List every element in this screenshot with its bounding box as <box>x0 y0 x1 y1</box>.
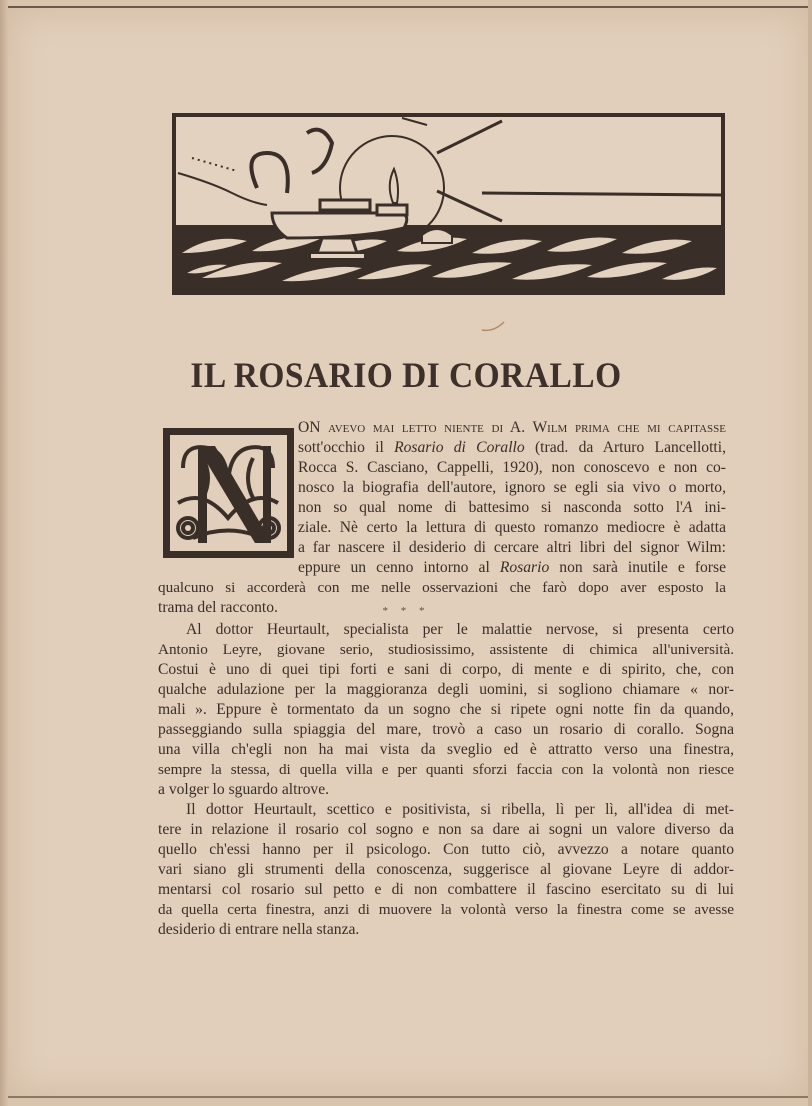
text-line: una villa ch'egli non ha mai vista da sveglio ed è attratto verso una finestra, <box>158 741 734 758</box>
text-line: qualcuno si accorderà con me nelle osservazioni che farò dopo aver esposto la <box>158 579 726 596</box>
text-line: ziale. Nè certo la lettura di questo romanzo mediocre è adatta <box>298 519 726 536</box>
text-line: sempre la stessa, di quella villa e per quanti sforzi faccia con la volontà non riesce <box>158 761 734 778</box>
text-line: non so qual nome di battesimo si nasconda sotto l'A ini- <box>298 499 727 516</box>
section-separator: * * * <box>382 605 430 617</box>
text-line: Rocca S. Casciano, Cappelli, 1920), non conoscevo e non co- <box>298 459 726 476</box>
text-line: vari siano gli strumenti della conoscenza, suggerisce al giovane Leyre di addor- <box>158 861 734 878</box>
oil-lamp-headpiece-icon <box>172 113 725 297</box>
text-line: Il dottor Heurtault, scettico e positivista, si ribella, lì per lì, all'idea di met- <box>186 801 734 818</box>
text-line: qualche adulazione per la maggioranza degli uomini, si sogliono chiamare « nor- <box>158 681 734 698</box>
text-line: Antonio Leyre, giovane serio, studiosissimo, assistente di chimica all'università. <box>158 641 734 658</box>
text-line: da quella certa finestra, anzi di muovere la volontà verso la finestra come se avesse <box>158 901 734 918</box>
text-line: Al dottor Heurtault, specialista per le malattie nervose, si presenta certo <box>186 621 734 638</box>
text-line: eppure un cenno intorno al Rosario non sarà inutile e forse <box>298 559 726 576</box>
text-line: mentarsi col rosario sul petto e di non combattere il fascino esercitato su di lui <box>158 881 734 898</box>
text-line: ON avevo mai letto niente di A. Wilm prima che mi capitasse <box>298 419 726 436</box>
text-line: a far nascere il desiderio di cercare altri libri del signor Wilm: <box>298 539 726 556</box>
text-line: trama del racconto. <box>158 599 278 616</box>
text-line: tere in relazione il rosario col sogno e non sa dare ai sogni un valore diverso da <box>158 821 734 838</box>
text-line: mali ». Eppure è tormentato da un sogno che si ripete ogni notte fin da quando, <box>158 701 734 718</box>
article-title: IL ROSARIO DI CORALLO <box>190 355 622 395</box>
text-line: a volger lo sguardo altrove. <box>158 781 330 798</box>
text-line: sott'occhio il Rosario di Corallo (trad. da Arturo Lancellotti, <box>298 439 726 456</box>
text-line: Costui è uno di quei tipi forti e sani di corpo, di mente e di spirito, che, con <box>158 661 734 678</box>
text-line: quello ch'essi hanno per il psicologo. Con tutto ciò, avvezzo a notare quanto <box>158 841 734 858</box>
ornamental-initial-n-icon <box>163 428 294 558</box>
page-edge <box>808 0 812 1106</box>
page-spine <box>0 0 8 1106</box>
text-line: nosco la biografia dell'autore, ignoro se egli sia vivo o morto, <box>298 479 726 496</box>
text-line: desiderio di entrare nella stanza. <box>158 921 360 938</box>
text-line: passeggiando sulla spiaggia del mare, trovò a caso un rosario di corallo. Sogna <box>158 721 734 738</box>
ink-mark-icon <box>480 318 510 334</box>
